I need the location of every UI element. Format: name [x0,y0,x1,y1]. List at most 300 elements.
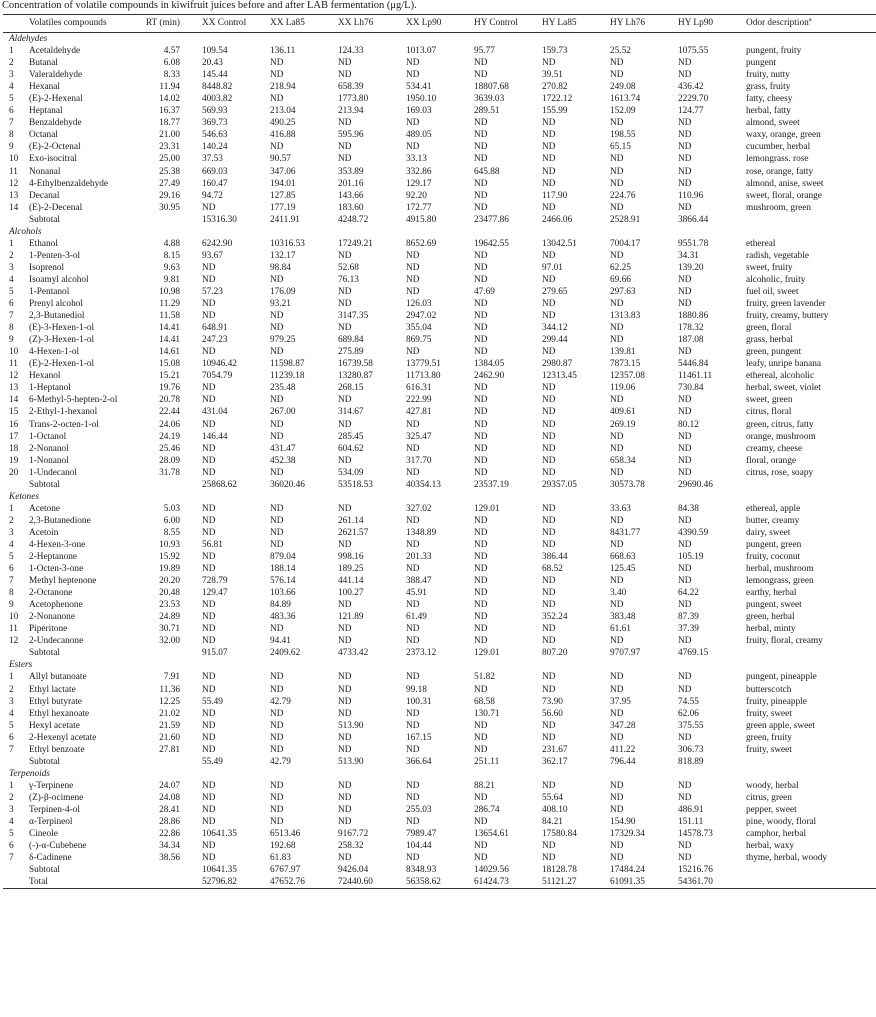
cell-hy-lp90: 187.08 [678,335,704,346]
cell-hy-control: ND [474,347,488,358]
cell-odor [746,756,876,768]
table-row [3,696,876,708]
cell-xx-control: ND [202,720,216,731]
cell-rt: 24.19 [159,431,180,442]
cell-odor: butter, creamy [746,515,800,526]
cell-hy-lp90: ND [678,732,692,743]
cell-hy-la85: ND [542,527,556,538]
cell-xx-lp90: 1950.10 [406,94,437,105]
cell-hy-lp90: 9551.78 [678,238,709,249]
cell-rt: 11.94 [159,82,180,93]
cell-odor: fruity, creamy, buttery [746,311,829,322]
cell-number: 12 [9,636,19,647]
cell-hy-lh76: ND [610,443,624,454]
cell-xx-control: 55.49 [202,696,223,707]
cell-number: 9 [9,142,14,153]
cell-xx-lh76: ND [338,708,352,719]
table-row [3,563,876,575]
cell-rt: 8.33 [163,70,180,81]
cell-number: 8 [9,588,14,599]
cell-number: 15 [9,407,19,418]
cell-hy-control: 18807.68 [474,82,509,93]
cell-xx-lh76: ND [338,250,352,261]
cell-xx-la85: ND [270,732,284,743]
cell-hy-lp90: 1075.55 [678,46,709,57]
cell-rt: 14.41 [159,323,180,334]
cell-xx-la85: 90.57 [270,154,291,165]
cell-odor: ethereal, apple [746,503,801,514]
cell-xx-lp90: ND [406,58,420,69]
cell-rt: 21.00 [159,130,180,141]
cell-xx-control: 146.44 [202,431,228,442]
cell-xx-la85: 103.66 [270,588,296,599]
cell-xx-lp90: 56358.62 [406,877,441,888]
cell-hy-control: ND [474,274,488,285]
cell-rt: 22.44 [159,407,180,418]
cell-hy-lh76: 139.81 [610,347,636,358]
cell-xx-la85: ND [270,142,284,153]
cell-hy-la85: 159.73 [542,46,568,57]
cell-hy-lh76: ND [610,299,624,310]
cell-hy-la85: 13042.51 [542,238,577,249]
cell-xx-control: 7054.79 [202,371,233,382]
cell-hy-lp90: ND [678,841,692,852]
table-row [3,599,876,611]
cell-xx-la85: 218.94 [270,82,296,93]
cell-rt: 14.02 [159,94,180,105]
cell-xx-la85: 93.21 [270,299,291,310]
cell-hy-lp90: 15216.76 [678,865,713,876]
cell-xx-lp90: 45.91 [406,588,427,599]
header-hy-la85: HY La85 [542,18,577,28]
cell-hy-lp90: 84.38 [678,503,699,514]
cell-odor: green, citrus, fatty [746,419,814,430]
cell-hy-lp90: 730.84 [678,383,704,394]
cell-rt [135,864,194,876]
cell-odor: fruity, sweet [746,708,792,719]
table-row [3,852,876,864]
cell-odor: cucumber, herbal [746,142,811,153]
cell-compound: Hexanol [29,371,61,382]
cell-odor: thyme, herbal, woody [746,853,828,864]
cell-hy-lh76: ND [610,323,624,334]
cell-hy-lp90: ND [678,539,692,550]
cell-xx-lh76: 183.60 [338,202,364,213]
cell-number: 6 [9,299,14,310]
subtotal-row [3,214,876,226]
cell-number: 7 [9,311,14,322]
cell-xx-lp90: ND [406,564,420,575]
cell-xx-la85: 452.38 [270,455,296,466]
cell-hy-lp90: ND [678,431,692,442]
cell-hy-control: ND [474,311,488,322]
cell-hy-lp90: 14578.73 [678,829,713,840]
cell-hy-control: 129.01 [474,503,500,514]
cell-rt: 6.08 [163,58,180,69]
cell-compound: 1-Pentanol [29,286,70,297]
cell-number: 7 [9,118,14,129]
cell-hy-control: 61424.73 [474,877,509,888]
cell-compound: 2-Nonanol [29,443,69,454]
cell-hy-lp90: 110.96 [678,190,704,201]
cell-hy-control: ND [474,552,488,563]
cell-xx-lh76: 534.09 [338,467,364,478]
cell-xx-control: 546.63 [202,130,228,141]
cell-xx-lh76: 314.67 [338,407,364,418]
cell-xx-control: ND [202,467,216,478]
cell-hy-lh76: 17329.34 [610,829,645,840]
cell-hy-control: 286.74 [474,805,500,815]
cell-hy-la85: 344.12 [542,323,568,334]
cell-xx-lh76: ND [338,684,352,695]
cell-odor: pungent [746,58,776,69]
cell-hy-la85: 279.65 [542,286,568,297]
cell-odor: orange, mushroom [746,431,816,442]
section-title: Esters [9,660,33,671]
cell-xx-lp90: 169.03 [406,106,432,117]
section-header-row [3,659,876,671]
cell-xx-lh76: ND [338,58,352,69]
cell-xx-lh76: ND [338,853,352,864]
cell-hy-lh76: 658.34 [610,455,636,466]
cell-rt: 6.00 [163,515,180,526]
table-row [3,419,876,431]
table-row [3,611,876,623]
cell-hy-la85: ND [542,443,556,454]
cell-hy-control: ND [474,539,488,550]
cell-rt: 5.03 [163,503,180,514]
cell-compound: Terpinen-4-ol [29,805,80,815]
table-row [3,262,876,274]
cell-xx-la85: ND [270,467,284,478]
cell-hy-lh76: 1613.74 [610,94,641,105]
cell-number: 11 [9,624,18,635]
cell-compound: (Z)-3-Hexen-1-ol [29,335,95,346]
cell-xx-control: 25868.62 [202,479,237,490]
cell-hy-lh76: ND [610,166,624,177]
cell-hy-lp90: 436.42 [678,82,704,93]
cell-hy-control: ND [474,744,488,755]
cell-number: 5 [9,829,14,840]
cell-xx-control: 10641.35 [202,829,237,840]
cell-xx-la85: 11239.18 [270,371,305,382]
cell-hy-lh76: ND [610,792,624,803]
cell-rt: 15.92 [159,552,180,563]
cell-odor: fruity, nutty [746,70,790,81]
cell-xx-lp90: ND [406,539,420,550]
cell-rt: 15.21 [159,371,180,382]
cell-odor: herbal, mushroom [746,564,814,575]
cell-xx-lh76: ND [338,696,352,707]
cell-xx-control: 4003.82 [202,94,233,105]
table-row [3,708,876,720]
cell-number: 1 [9,238,14,249]
cell-xx-la85: 192.68 [270,841,296,852]
cell-number: 6 [9,732,14,743]
header-xx-lp90: XX Lp90 [406,18,442,28]
cell-hy-lh76: 347.28 [610,720,636,731]
table-row [3,587,876,599]
cell-xx-control: 93.67 [202,250,223,261]
cell-xx-control: 648.91 [202,323,228,334]
cell-hy-lh76: ND [610,515,624,526]
cell-compound: δ-Cadinene [29,853,72,864]
table-row [3,455,876,467]
cell-hy-lp90: ND [678,684,692,695]
table-row [3,334,876,346]
cell-compound: Acetaldehyde [29,46,81,57]
cell-hy-la85: ND [542,250,556,261]
cell-xx-lh76: 17249.21 [338,238,373,249]
cell-xx-lh76: ND [338,395,352,406]
cell-number: 11 [9,166,18,177]
cell-xx-lh76: ND [338,503,352,514]
cell-xx-lp90: 355.04 [406,323,432,334]
cell-hy-lp90: 818.89 [678,756,704,767]
cell-compound: Butanal [29,58,58,69]
cell-xx-control: ND [202,612,216,623]
table-row [3,178,876,190]
cell-odor: green, pungent [746,347,802,358]
cell-compound: Decanal [29,190,60,201]
cell-xx-lp90: ND [406,636,420,647]
cell-hy-control: ND [474,419,488,430]
cell-xx-lp90: ND [406,347,420,358]
cell-xx-lp90: ND [406,853,420,864]
header-hy-lp90: HY Lp90 [678,18,714,28]
cell-hy-la85: ND [542,841,556,852]
cell-xx-lp90: ND [406,70,420,81]
cell-xx-lh76: 213.94 [338,106,364,117]
cell-hy-la85: 1722.12 [542,94,573,105]
cell-xx-la85: 416.88 [270,130,296,141]
cell-xx-lh76: 52.68 [338,262,359,273]
cell-xx-lp90: ND [406,792,420,803]
cell-xx-lp90: ND [406,250,420,261]
header-number [3,15,29,33]
cell-rt: 19.89 [159,564,180,575]
cell-hy-lh76: 9707.97 [610,648,641,659]
table-body [3,33,876,889]
cell-xx-la85: 979.25 [270,335,296,346]
cell-hy-la85: ND [542,395,556,406]
cell-number: 19 [9,455,19,466]
cell-number: 1 [9,672,14,683]
cell-number: 2 [9,792,14,803]
cell-hy-lp90: ND [678,286,692,297]
table-row [3,394,876,406]
subtotal-row [3,479,876,491]
table-row [3,45,876,57]
cell-compound: Ethyl hexanoate [29,708,90,719]
cell-xx-control: 37.53 [202,154,223,165]
table-row [3,238,876,250]
cell-xx-lh76: ND [338,323,352,334]
cell-hy-control: 13654.61 [474,829,509,840]
cell-xx-control: 431.04 [202,407,228,418]
cell-rt: 19.76 [159,383,180,394]
cell-number: 9 [9,600,14,611]
cell-hy-lp90: ND [678,455,692,466]
table-row [3,635,876,647]
cell-compound: (E)-2-Decenal [29,202,83,213]
cell-compound: 2-Nonanone [29,612,75,623]
cell-rt: 9.81 [163,274,180,285]
table-row [3,515,876,527]
cell-compound: Subtotal [29,865,60,876]
cell-odor [746,214,876,226]
cell-xx-control: 160.47 [202,178,228,189]
cell-hy-control: ND [474,431,488,442]
cell-hy-lp90: 5446.84 [678,359,709,370]
cell-xx-control: ND [202,443,216,454]
cell-xx-control: ND [202,527,216,538]
cell-hy-lp90: 105.19 [678,552,704,563]
cell-hy-lp90: ND [678,58,692,69]
cell-xx-control: ND [202,792,216,803]
cell-xx-lp90: ND [406,142,420,153]
cell-xx-control: ND [202,600,216,611]
cell-hy-la85: ND [542,853,556,864]
cell-odor: pungent, sweet [746,600,802,611]
cell-compound: 1-Penten-3-ol [29,250,81,261]
cell-xx-lp90: ND [406,118,420,129]
cell-compound: Benzaldehyde [29,118,82,129]
header-row [3,15,876,33]
cell-hy-control: 129.01 [474,648,500,659]
subtotal-row [3,864,876,876]
cell-hy-control: ND [474,612,488,623]
cell-hy-lh76: ND [610,576,624,587]
cell-hy-control: 289.51 [474,106,500,117]
cell-hy-lh76: 152.09 [610,106,636,117]
cell-hy-control: ND [474,636,488,647]
cell-xx-lh76: ND [338,805,352,815]
cell-hy-lh76: 411.22 [610,744,636,755]
cell-rt [135,479,194,491]
cell-hy-lp90: ND [678,274,692,285]
cell-hy-control: 3639.03 [474,94,505,105]
cell-rt [135,756,194,768]
cell-xx-la85: 132.17 [270,250,296,261]
cell-odor: fruity, sweet [746,744,792,755]
cell-rt: 28.09 [159,455,180,466]
cell-number [3,479,29,491]
cell-hy-la85: ND [542,419,556,430]
table-row [3,202,876,214]
cell-xx-control: ND [202,780,216,791]
cell-hy-lh76: 198.55 [610,130,636,141]
cell-hy-lh76: 8431.77 [610,527,641,538]
cell-hy-lh76: ND [610,672,624,683]
cell-xx-la85: 2411.91 [270,214,300,225]
cell-hy-la85: ND [542,274,556,285]
cell-hy-la85: ND [542,576,556,587]
cell-xx-lh76: 53518.53 [338,479,373,490]
cell-xx-control: 55.49 [202,756,223,767]
cell-hy-control: ND [474,600,488,611]
cell-hy-lh76: 37.95 [610,696,631,707]
cell-xx-la85: 576.14 [270,576,296,587]
cell-hy-la85: ND [542,600,556,611]
cell-xx-control: 109.54 [202,46,228,57]
cell-number: 6 [9,564,14,575]
cell-rt: 8.55 [163,527,180,538]
cell-xx-la85: 127.85 [270,190,296,201]
cell-compound: (E)-2-Hexen-1-ol [29,359,95,370]
cell-hy-lh76: 61091.35 [610,877,645,888]
cell-compound: Prenyl alcohol [29,299,83,310]
cell-xx-lh76: 2621.57 [338,527,369,538]
cell-xx-la85: 2409.62 [270,648,301,659]
cell-compound: Subtotal [29,479,60,490]
cell-xx-lh76: ND [338,539,352,550]
cell-hy-la85: ND [542,154,556,165]
cell-rt: 28.86 [159,817,180,828]
cell-odor: fruity, coconut [746,552,801,563]
cell-hy-lh76: ND [610,600,624,611]
cell-xx-control: 8448.82 [202,82,233,93]
cell-rt: 24.07 [159,780,180,791]
cell-hy-la85: 386.44 [542,552,568,563]
cell-xx-la85: 879.04 [270,552,296,563]
cell-odor: fatty, cheesy [746,94,793,105]
cell-odor: alcoholic, fruity [746,274,806,285]
cell-xx-lp90: ND [406,744,420,755]
cell-xx-lp90: 489.05 [406,130,432,141]
cell-hy-lh76: 7873.15 [610,359,641,370]
cell-odor: green apple, sweet [746,720,815,731]
cell-hy-lp90: ND [678,154,692,165]
cell-hy-lp90: 62.06 [678,708,699,719]
table-row [3,129,876,141]
cell-xx-control: ND [202,564,216,575]
cell-xx-lh76: 124.33 [338,46,364,57]
cell-xx-lp90: 7989.47 [406,829,437,840]
cell-hy-lh76: 69.66 [610,274,631,285]
cell-number: 14 [9,202,19,213]
cell-hy-control: 23477.86 [474,214,509,225]
cell-number: 8 [9,130,14,141]
cell-rt: 27.49 [159,178,180,189]
cell-hy-control: 95.77 [474,46,495,57]
cell-hy-lh76: 796.44 [610,756,636,767]
cell-compound: Subtotal [29,214,60,225]
cell-xx-lh76: 189.25 [338,564,364,575]
cell-xx-la85: ND [270,323,284,334]
table-row [3,190,876,202]
cell-xx-lp90: ND [406,780,420,791]
cell-number: 3 [9,70,14,81]
cell-xx-lh76: 261.14 [338,515,364,526]
header-odor [746,15,876,33]
cell-odor: sweet, floral, orange [746,190,822,201]
cell-hy-control: ND [474,58,488,69]
cell-xx-lp90: 869.75 [406,335,432,346]
cell-number: 17 [9,431,19,442]
cell-hy-control: ND [474,383,488,394]
cell-compound: 4-Hexen-1-ol [29,347,80,358]
cell-number: 2 [9,58,14,69]
cell-hy-la85: 352.24 [542,612,568,623]
cell-xx-la85: 483.36 [270,612,296,623]
cell-hy-lh76: 25.52 [610,46,631,57]
cell-hy-control: ND [474,564,488,575]
cell-hy-lh76: 154.90 [610,817,636,828]
cell-rt: 20.20 [159,576,180,587]
cell-xx-lp90: ND [406,624,420,635]
cell-xx-la85: ND [270,527,284,538]
